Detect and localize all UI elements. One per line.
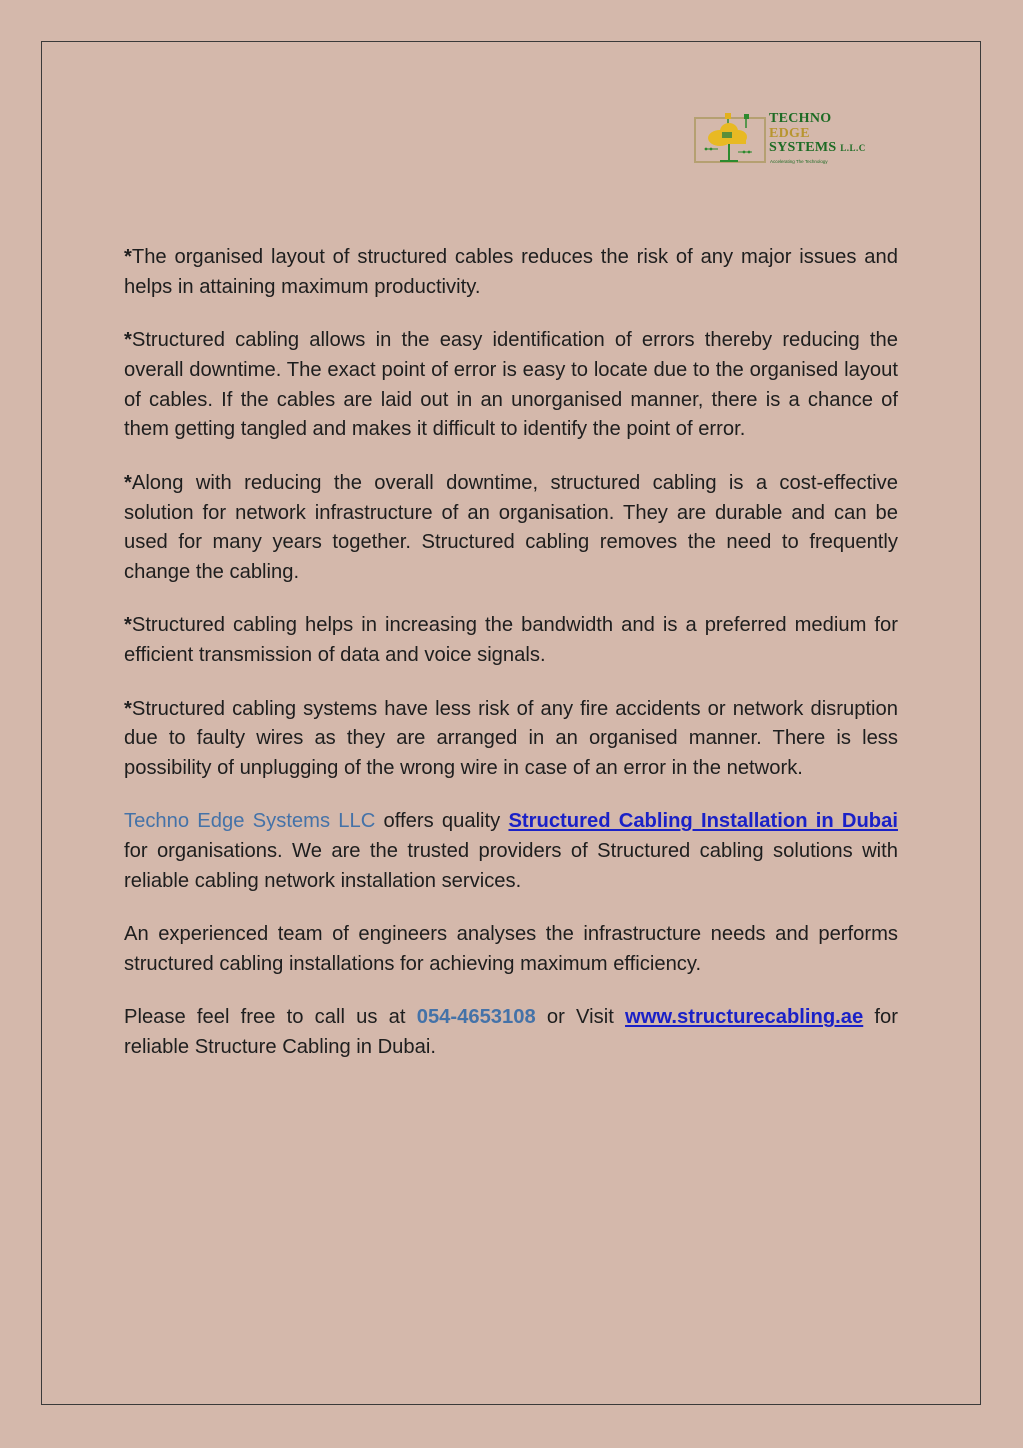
- paragraph-text: An experienced team of engineers analyses the infrastructure needs and performs structured cabling installations for achieving maximum efficiency.: [124, 923, 898, 976]
- paragraph-text: for organisations. We are the trusted providers of Structured cabling solutions with reliable cabling network installation services.: [124, 840, 898, 893]
- bullet-asterisk: *: [124, 471, 132, 494]
- paragraph-company-offer: [124, 807, 898, 896]
- paragraph-engineers: [124, 920, 898, 980]
- logo-wordmark: [769, 112, 866, 156]
- paragraph-text: Structured cabling systems have less risk of any fire accidents or network disruption due to faulty wires as they are arranged in an organised manner. There is less possibility of unplugging of the wrong wire in case of an error in the network.: [124, 697, 898, 780]
- logo-word-techno: TECHNO: [769, 111, 832, 126]
- logo-word-systems: [769, 141, 866, 156]
- paragraph-text: Structured cabling helps in increasing the bandwidth and is a preferred medium for efficient transmission of data and voice signals.: [124, 614, 898, 667]
- logo-tagline: Accelerating The Technology: [770, 159, 828, 164]
- paragraph-text: The organised layout of structured cables reduces the risk of any major issues and helps in attaining maximum productivity.: [124, 246, 898, 298]
- paragraph-text: or Visit: [535, 1006, 626, 1029]
- logo-word-edge: EDGE: [769, 125, 810, 141]
- phone-number: 054-4653108: [416, 1006, 536, 1029]
- paragraph-contact: [124, 1003, 898, 1063]
- paragraph-bandwidth: [124, 611, 898, 671]
- bullet-asterisk: *: [124, 697, 132, 720]
- paragraph-text: offers quality: [375, 810, 509, 833]
- bullet-asterisk: *: [124, 246, 132, 268]
- paragraph-error-identification: [124, 326, 898, 445]
- paragraph-text: for reliable Structure Cabling in Dubai.: [124, 1006, 898, 1059]
- company-name: Techno Edge Systems LLC: [124, 810, 376, 833]
- paragraph-safety: [124, 695, 898, 784]
- bullet-asterisk: *: [124, 614, 132, 637]
- paragraph-text: Structured cabling allows in the easy identification of errors thereby reducing the overall downtime. The exact point of error is easy to locate due to the organised layout of cables. If the cables are laid out in an unorganised manner, there is a chance of them getting tangled and makes it difficult to identify the point of error.: [124, 329, 898, 441]
- paragraph-text: Along with reducing the overall downtime, structured cabling is a cost-effective solution for network infrastructure of an organisation. They are durable and can be used for many years together. Structured cabling removes the need to frequently change the cabling.: [124, 471, 898, 584]
- paragraph-cost-effective: [124, 469, 898, 588]
- logo-systems-text: SYSTEMS: [769, 140, 837, 155]
- structured-cabling-link[interactable]: Structured Cabling Installation in Dubai: [508, 810, 898, 833]
- bullet-asterisk: *: [124, 329, 132, 352]
- paragraph-text: Please feel free to call us at: [124, 1006, 417, 1029]
- logo-llc: L.L.C: [840, 143, 866, 153]
- paragraph-layout-benefit: [124, 243, 898, 303]
- document-body: [124, 243, 898, 1087]
- website-link[interactable]: www.structurecabling.ae: [625, 1006, 864, 1029]
- cloud-network-icon: [694, 112, 766, 172]
- company-logo: [694, 112, 904, 172]
